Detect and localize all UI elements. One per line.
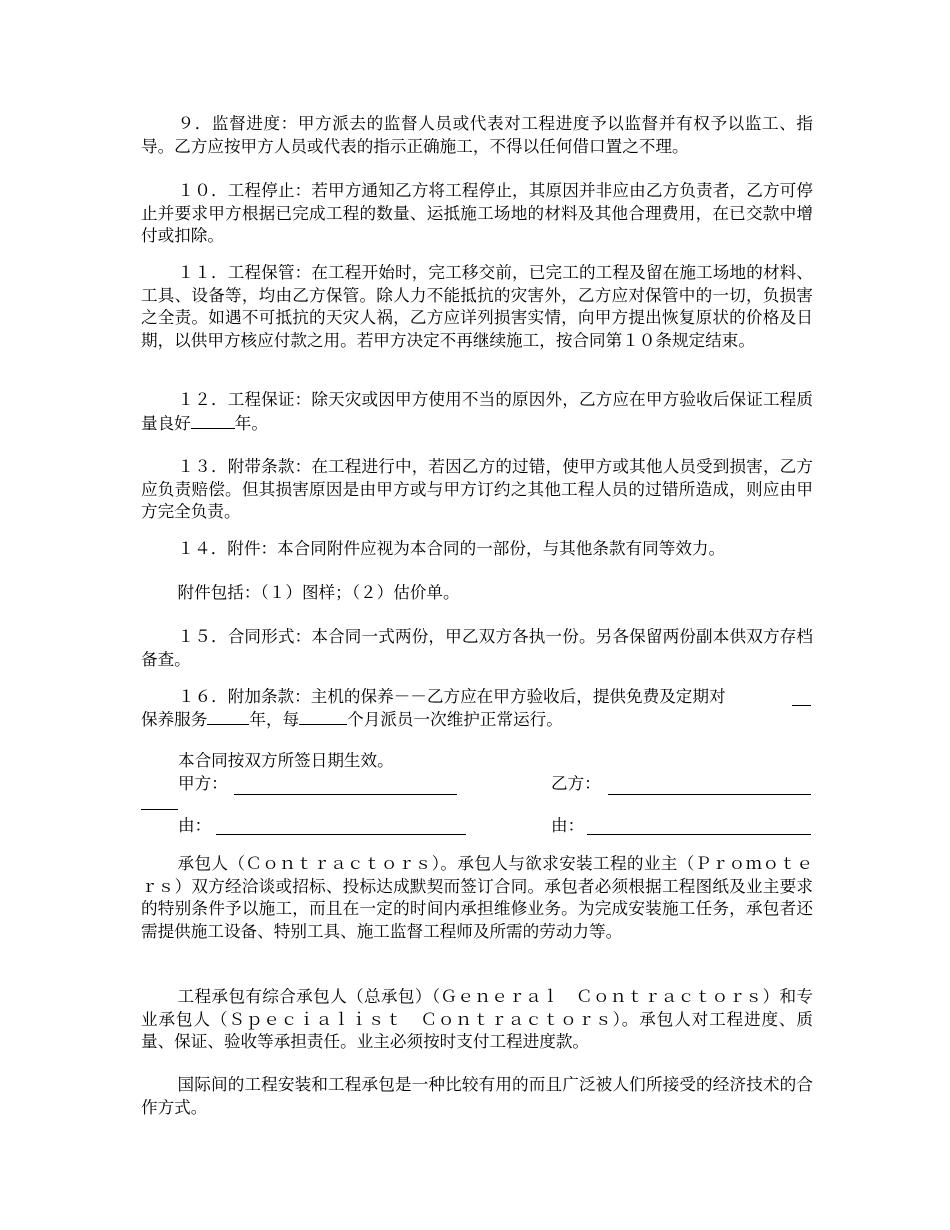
party-b-signature-line[interactable]: [608, 794, 811, 795]
clause-12-tail: 年。: [234, 413, 268, 433]
party-a-label: 甲方：: [178, 774, 228, 793]
by-a-signature-line[interactable]: [216, 834, 466, 835]
clause-15: １５．合同形式：本合同一式两份，甲乙双方各执一份。另各保留两份副本供双方存档备查。: [141, 627, 813, 669]
party-a-overflow-line: [141, 809, 178, 810]
party-b-label: 乙方：: [551, 774, 601, 793]
clause-13: １３．附带条款：在工程进行中，若因乙方的过错，使甲方或其他人员受到损害，乙方应负责赔偿。但其损害原因是由甲方或与甲方订约之其他工程人员的过错所造成，则应由甲方完全负责。: [141, 457, 813, 521]
clause-12: [141, 389, 813, 435]
maintenance-item-blank: [792, 705, 811, 706]
contractor-types-note: 工程承包有综合承包人（总承包）（Ｇｅｎｅｒａｌ Ｃｏｎｔｒａｃｔｏｒｓ）和专业承包人（Ｓｐｅｃｉａｌｉｓｔ Ｃｏｎｔｒａｃｔｏｒｓ）。承包人对工程进度、质量、保证、验收等承担责任。业主必须按时支付工程进度款。: [141, 987, 813, 1051]
clause-10: １０．工程停止：若甲方通知乙方将工程停止，其原因并非应由乙方负责者，乙方可停止并要求甲方根据已完成工程的数量、运抵施工场地的材料及其他合理费用，在已交款中增付或扣除。: [141, 181, 813, 245]
clause-16-line2: [141, 708, 563, 732]
service-years-blank: [207, 708, 249, 725]
party-a-signature-line[interactable]: [234, 794, 457, 795]
clause-12-text: １２．工程保证：除天灾或因甲方使用不当的原因外，乙方应在甲方验收后保证工程质量良好: [141, 390, 813, 433]
clause-16-part3: 个月派员一次维护正常运行。: [347, 710, 563, 729]
contractors-note: 承包人（Ｃｏｎｔｒａｃｔｏｒｓ）。承包人与欲求安装工程的业主（Ｐｒｏｍｏｔｅｒｓ）双方经洽谈或招标、投标达成默契而签订合同。承包者必须根据工程图纸及业主要求的特别条件予以施工，而且在一定的时间内承担维修业务。为完成安装施工任务，承包者还需提供施工设备、特别工具、施工监督工程师及所需的劳动力等。: [141, 854, 813, 941]
clause-9: ９．监督进度：甲方派去的监督人员或代表对工程进度予以监督并有权予以监工、指导。乙方应按甲方人员或代表的指示正确施工，不得以任何借口置之不理。: [141, 114, 813, 156]
by-b-label: 由：: [551, 816, 585, 835]
clause-16-line1: [178, 686, 726, 709]
effective-statement: 本合同按双方所签日期生效。: [178, 751, 394, 770]
warranty-years-blank: [191, 412, 235, 429]
clause-16-part2: 年，每: [249, 710, 300, 729]
clause-14: １４．附件：本合同附件应视为本合同的一部份，与其他条款有同等效力。: [177, 539, 726, 558]
by-a-label: 由：: [178, 816, 212, 835]
clause-16-part1: 保养服务: [141, 710, 208, 729]
by-b-signature-line[interactable]: [587, 834, 811, 835]
international-note: 国际间的工程安装和工程承包是一种比较有用的而且广泛被人们所接受的经济技术的合作方式。: [141, 1075, 813, 1117]
service-months-blank: [299, 708, 347, 725]
clause-16-text: １６．附加条款：主机的保养－－乙方应在甲方验收后，提供免费及定期对: [178, 687, 726, 706]
attachments-list: 附件包括：（１）图样；（２）估价单。: [177, 583, 460, 602]
clause-11: １１．工程保管：在工程开始时，完工移交前，已完工的工程及留在施工场地的材料、工具、设备等，均由乙方保管。除人力不能抵抗的灾害外，乙方应对保管中的一切，负损害之全责。如遇不可抵抗的天灾人祸，乙方应详列损害实情，向甲方提出恢复原状的价格及日期，以供甲方核应付款之用。若甲方决定不再继续施工，按合同第１０条规定结束。: [141, 263, 813, 350]
